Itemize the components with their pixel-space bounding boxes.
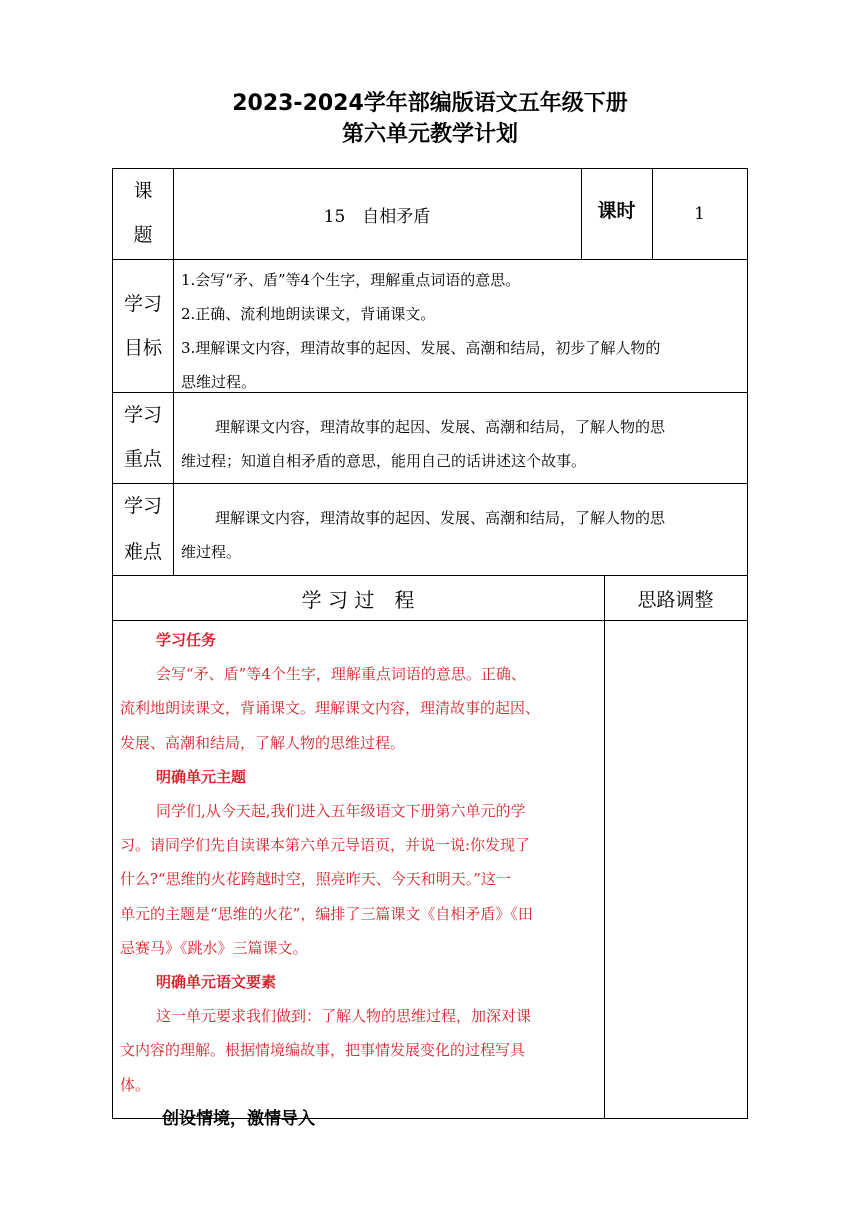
keypoints-label-top: 学习 <box>123 404 162 426</box>
task-heading: 学习任务 <box>156 631 217 649</box>
task-line: 会写“矛、盾”等4个生字，理解重点词语的意思。正确、 <box>156 665 526 684</box>
objectives-label-top: 学习 <box>123 293 162 315</box>
keypoints-text <box>181 410 743 478</box>
difficulties-line: 维过程。 <box>181 543 242 561</box>
theme-line: 同学们,从今天起,我们进入五年级语文下册第六单元的学 <box>156 802 526 821</box>
process-header: 学 习 过 程 <box>301 587 415 612</box>
element-heading: 明确单元语文要素 <box>156 973 277 992</box>
objectives-label-bottom: 目标 <box>123 337 162 359</box>
keypoints-line: 维过程；知道自相矛盾的意思，能用自己的话讲述这个故事。 <box>181 452 587 470</box>
objective-item: 1.会写“矛、盾”等4个生字，理解重点词语的意思。 <box>181 271 521 289</box>
theme-heading: 明确单元主题 <box>156 767 247 786</box>
topic-label-top: 课 <box>133 180 153 202</box>
objectives-list <box>181 263 743 399</box>
theme-line: 什么?“思维的火花跨越时空，照亮昨天、今天和明天。”这一 <box>120 870 511 889</box>
difficulties-line: 理解课文内容，理清故事的起因、发展、高潮和结局，了解人物的思 <box>215 509 666 527</box>
topic-value: 15 自相矛盾 <box>323 206 431 227</box>
task-line: 发展、高潮和结局，了解人物的思维过程。 <box>120 733 406 752</box>
difficulties-text <box>181 501 743 569</box>
title-line-1: 2023-2024学年部编版语文五年级下册 <box>232 91 628 116</box>
theme-line: 单元的主题是“思维的火花”，编排了三篇课文《自相矛盾》《田 <box>120 904 533 923</box>
element-line: 文内容的理解。根据情境编故事，把事情发展变化的过程写具 <box>120 1041 526 1060</box>
theme-line: 忌赛马》《跳水》三篇课文。 <box>120 938 308 957</box>
intro-heading: 创设情境，激情导入 <box>162 1108 315 1129</box>
theme-line: 习。请同学们先自读课本第六单元导语页，并说一说:你发现了 <box>120 836 531 855</box>
title-line-2: 第六单元教学计划 <box>341 122 518 147</box>
adjust-header: 思路调整 <box>637 588 714 611</box>
keypoints-line: 理解课文内容，理清故事的起因、发展、高潮和结局，了解人物的思 <box>215 418 666 436</box>
process-content <box>120 623 600 1136</box>
hours-value: 1 <box>694 204 705 224</box>
difficulties-label-bottom: 难点 <box>123 541 162 563</box>
objective-item: 思维过程。 <box>181 373 257 391</box>
task-line: 流利地朗读课文，背诵课文。理解课文内容，理清故事的起因、 <box>120 699 541 718</box>
hours-label: 课时 <box>597 200 636 222</box>
keypoints-label-bottom: 重点 <box>123 448 162 470</box>
element-line: 这一单元要求我们做到：了解人物的思维过程，加深对课 <box>156 1007 532 1026</box>
topic-label-bottom: 题 <box>133 224 153 246</box>
difficulties-label-top: 学习 <box>123 495 162 517</box>
objective-item: 2.正确、流利地朗读课文，背诵课文。 <box>181 305 436 323</box>
objective-item: 3.理解课文内容，理清故事的起因、发展、高潮和结局，初步了解人物的 <box>181 339 661 357</box>
element-line: 体。 <box>120 1075 151 1094</box>
